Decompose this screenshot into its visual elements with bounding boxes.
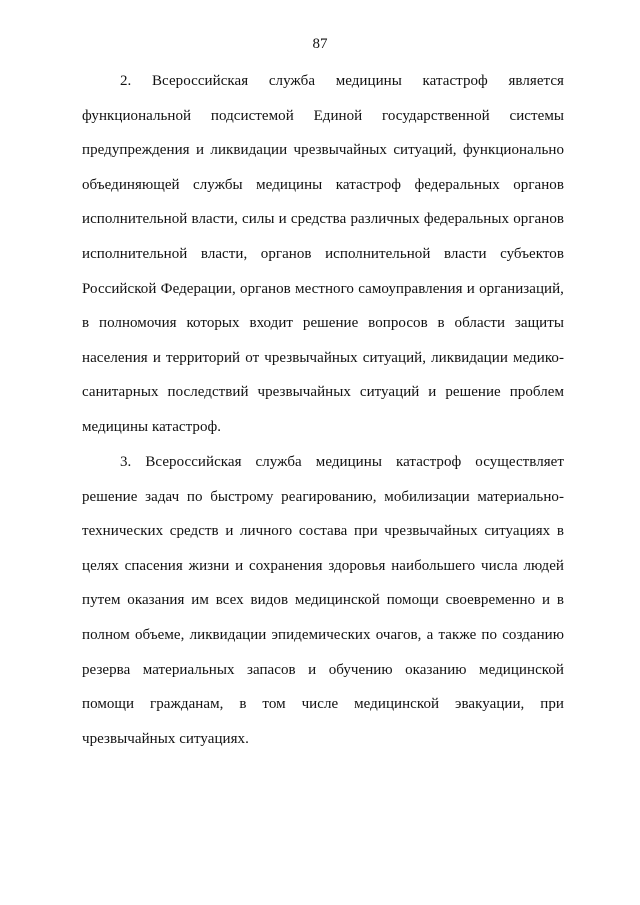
page-number: 87	[312, 36, 328, 52]
paragraph-3-service-tasks: 3. Всероссийская служба медицины катастроф осуществляет решение задач по быстрому реагированию, мобилизации материально-технических средств и личного состава при чрезвычайных ситуациях в целях спасения жизни и сохранения здоровья наибольшего числа людей путем оказания им всех видов медицинской помощи своевременно и в полном объеме, ликвидации эпидемических очагов, а также по созданию резерва материальных запасов и обучению оказанию медицинской помощи гражданам, в том числе медицинской эвакуации, при чрезвычайных ситуациях.	[82, 454, 564, 747]
paragraph-2-service-definition: 2. Всероссийская служба медицины катастроф является функциональной подсистемой Единой государственной системы предупреждения и ликвидации чрезвычайных ситуаций, функционально объединяющей службы медицины катастроф федеральных органов исполнительной власти, силы и средства различных федеральных органов исполнительной власти, органов исполнительной власти субъектов Российской Федерации, органов местного самоуправления и организаций, в полномочия которых входит решение вопросов в области защиты населения и территорий от чрезвычайных ситуаций, ликвидации медико-санитарных последствий чрезвычайных ситуаций и решение проблем медицины катастроф.	[82, 73, 564, 435]
